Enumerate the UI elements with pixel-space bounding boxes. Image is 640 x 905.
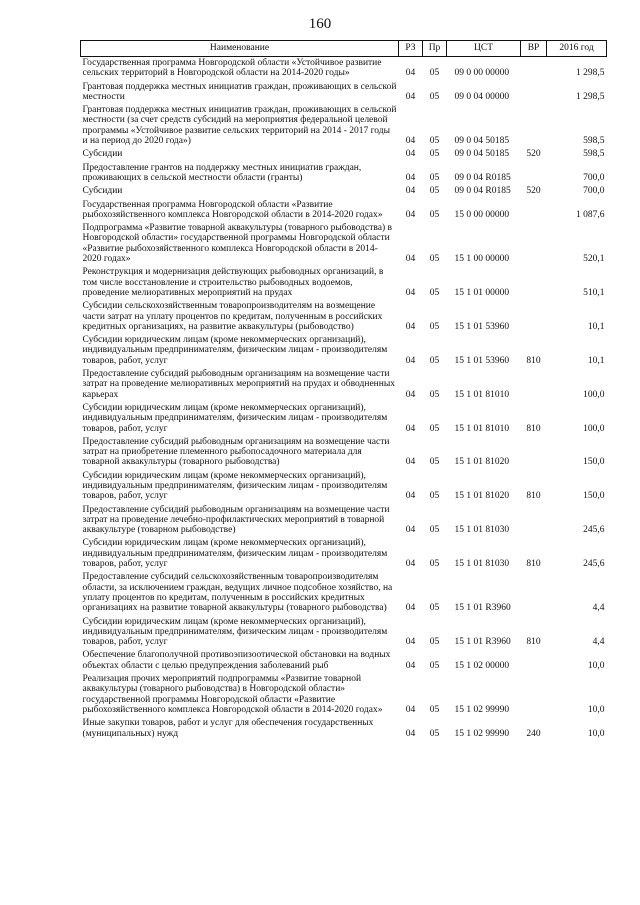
table-row	[81, 649, 607, 673]
row-name: Реализация прочих мероприятий подпрограммы «Развитие товарной аквакультуры (товарного рыбоводства) в Новгородской области» государственной программы Новгородской области «Развитие рыбохозяйственного комплекса Новгородской области в 2014-2020 годах»	[82, 674, 383, 715]
row-sum: 598,5	[583, 136, 605, 147]
row-sum: 510,1	[583, 287, 605, 298]
table-row	[81, 185, 607, 198]
row-cst: 15 1 01 81010	[454, 389, 510, 400]
row-vr	[521, 368, 547, 402]
row-sum: 245,6	[583, 525, 605, 536]
row-cst: 15 1 01 00000	[454, 287, 510, 298]
row-cst: 15 1 01 53960	[454, 321, 510, 332]
row-cst: 09 0 04 50185	[454, 136, 510, 147]
row-sum: 598,5	[583, 149, 605, 160]
row-pr: 05	[429, 209, 440, 220]
row-sum: 1 087,6	[576, 209, 605, 220]
row-rz: 04	[405, 603, 416, 614]
row-name: Предоставление субсидий рыбоводным организациям на возмещение части затрат на проведение мелиоративных мероприятий на прудах и обводненных карьерах	[82, 369, 395, 400]
row-name: Иные закупки товаров, работ и услуг для обеспечения государственных (муниципальных) нужд	[82, 718, 374, 739]
budget-table	[80, 40, 607, 741]
row-sum: 100,0	[583, 389, 605, 400]
row-name: Грантовая поддержка местных инициатив граждан, проживающих в сельской местности	[82, 81, 397, 102]
row-rz: 04	[405, 172, 416, 183]
row-rz: 04	[405, 423, 416, 434]
row-rz: 04	[405, 457, 416, 468]
row-cst: 15 1 02 00000	[454, 660, 510, 671]
row-sum: 4,4	[592, 603, 605, 614]
row-sum: 700,0	[583, 186, 605, 197]
row-rz: 04	[405, 355, 416, 366]
table-row	[81, 368, 607, 402]
table-body	[81, 57, 607, 741]
row-vr	[521, 81, 547, 105]
table-row	[81, 199, 607, 223]
table-row	[81, 57, 607, 81]
row-name: Предоставление субсидий рыбоводным организациям на возмещение части затрат на приобретение племенного рыбопосадочного материала для товарной аквакультуры (товарного рыбоводства)	[82, 436, 390, 468]
row-sum: 700,0	[583, 172, 605, 183]
row-vr	[521, 571, 547, 615]
table-row	[81, 402, 607, 436]
row-rz: 04	[405, 728, 416, 739]
table-row	[81, 673, 607, 717]
row-pr: 05	[429, 457, 440, 468]
row-pr: 05	[429, 637, 440, 648]
row-sum: 1 298,5	[576, 91, 605, 102]
table-row	[81, 300, 607, 334]
table-row	[81, 162, 607, 186]
row-vr	[521, 222, 547, 266]
row-sum: 245,6	[583, 559, 605, 570]
row-cst: 09 0 04 R0185	[454, 172, 511, 183]
row-pr: 05	[429, 172, 440, 183]
row-sum: 10,0	[587, 660, 605, 671]
row-name: Реконструкция и модернизация действующих рыбоводных организаций, в том числе восстановление и строительство рыбоводных водоемов, проведение мелиоративных мероприятий на прудах	[82, 267, 384, 298]
row-sum: 100,0	[583, 423, 605, 434]
row-vr	[521, 436, 547, 470]
row-rz: 04	[405, 149, 416, 160]
table-row	[81, 470, 607, 504]
header-cst: ЦСТ	[447, 41, 521, 57]
row-pr: 05	[429, 423, 440, 434]
row-sum: 10,1	[587, 321, 605, 332]
table-row	[81, 717, 607, 741]
row-name: Субсидии юридическим лицам (кроме некоммерческих организаций), индивидуальным предпринимателям, физическим лицам - производителям товаров, работ, услуг	[82, 616, 388, 648]
row-rz: 04	[405, 559, 416, 570]
row-sum: 150,0	[583, 457, 605, 468]
row-rz: 04	[405, 637, 416, 648]
row-cst: 15 1 01 81020	[454, 457, 510, 468]
row-name: Субсидии юридическим лицам (кроме некоммерческих организаций), индивидуальным предпринимателям, физическим лицам - производителям товаров, работ, услуг	[82, 335, 388, 366]
row-cst: 09 0 00 00000	[454, 68, 510, 79]
row-pr: 05	[429, 149, 440, 160]
row-pr: 05	[429, 728, 440, 739]
row-name: Государственная программа Новгородской области «Развитие рыбохозяйственного комплекса Новгородской области в 2014-2020 годах»	[82, 199, 383, 220]
row-pr: 05	[429, 491, 440, 502]
table-row	[81, 148, 607, 161]
row-sum: 520,1	[583, 254, 605, 265]
row-name: Предоставление субсидий рыбоводным организациям на возмещение части затрат на проведение лечебно-профилактических мероприятий в товарной аквакультуре (товарном рыбоводстве)	[82, 504, 390, 536]
row-sum: 10,1	[587, 355, 605, 366]
row-cst: 15 1 02 99990	[454, 704, 510, 715]
header-pr: Пр	[423, 41, 447, 57]
row-name: Субсидии юридическим лицам (кроме некоммерческих организаций), индивидуальным предпринимателям, физическим лицам - производителям товаров, работ, услуг	[82, 538, 388, 570]
table-row	[81, 222, 607, 266]
row-rz: 04	[405, 660, 416, 671]
table-row	[81, 334, 607, 368]
row-cst: 09 0 04 R0185	[454, 186, 511, 197]
row-vr: 520	[526, 186, 541, 197]
header-name: Наименование	[81, 41, 399, 57]
row-vr	[521, 199, 547, 223]
table-row	[81, 537, 607, 571]
table-row	[81, 616, 607, 650]
row-vr	[521, 57, 547, 81]
row-rz: 04	[405, 287, 416, 298]
row-name: Предоставление субсидий сельскохозяйственным товаропроизводителям области, за исключением граждан, ведущих личное подсобное хозяйство, на уплату процентов по кредитам, полученным в российских кредитных организациях на развитие товарной аквакультуры (товарного рыбоводства)	[82, 572, 393, 614]
page-number: 160	[308, 16, 332, 32]
row-vr: 810	[526, 637, 541, 648]
row-rz: 04	[405, 91, 416, 102]
row-pr: 05	[429, 559, 440, 570]
row-sum: 1 298,5	[576, 68, 605, 79]
row-rz: 04	[405, 389, 416, 400]
row-sum: 10,0	[587, 704, 605, 715]
table-row	[81, 571, 607, 615]
row-vr: 810	[526, 559, 541, 570]
row-cst: 09 0 04 00000	[454, 91, 510, 102]
row-name: Субсидии юридическим лицам (кроме некоммерческих организаций), индивидуальным предпринимателям, физическим лицам - производителям товаров, работ, услуг	[82, 402, 388, 434]
row-pr: 05	[429, 525, 440, 536]
row-cst: 15 1 01 R3960	[454, 637, 511, 648]
row-cst: 15 1 00 00000	[454, 254, 510, 265]
row-pr: 05	[429, 136, 440, 147]
row-rz: 04	[405, 186, 416, 197]
row-pr: 05	[429, 254, 440, 265]
row-sum: 4,4	[592, 637, 605, 648]
row-name: Субсидии	[82, 186, 123, 197]
row-vr	[521, 504, 547, 538]
table-row	[81, 436, 607, 470]
row-sum: 150,0	[583, 491, 605, 502]
table-row	[81, 81, 607, 105]
row-rz: 04	[405, 209, 416, 220]
row-cst: 15 1 01 81030	[454, 559, 510, 570]
row-pr: 05	[429, 321, 440, 332]
row-vr: 810	[526, 491, 541, 502]
row-vr	[521, 673, 547, 717]
table-row	[81, 104, 607, 148]
row-pr: 05	[429, 287, 440, 298]
row-vr	[521, 649, 547, 673]
row-cst: 15 1 01 81030	[454, 525, 510, 536]
row-pr: 05	[429, 603, 440, 614]
row-vr	[521, 104, 547, 148]
row-sum: 10,0	[587, 728, 605, 739]
header-vr: ВР	[521, 41, 547, 57]
row-rz: 04	[405, 254, 416, 265]
row-rz: 04	[405, 525, 416, 536]
row-vr	[521, 266, 547, 300]
row-name: Субсидии юридическим лицам (кроме некоммерческих организаций), индивидуальным предпринимателям, физическим лицам - производителям товаров, работ, услуг	[82, 470, 388, 502]
row-pr: 05	[429, 660, 440, 671]
row-name: Государственная программа Новгородской области «Устойчивое развитие сельских территорий в Новгородской области на 2014-2020 годы»	[82, 58, 382, 79]
row-cst: 15 0 00 00000	[454, 209, 510, 220]
row-vr: 810	[526, 423, 541, 434]
row-vr	[521, 300, 547, 334]
row-cst: 09 0 04 50185	[454, 149, 510, 160]
row-name: Грантовая поддержка местных инициатив граждан, проживающих в сельской местности (за счет средств субсидий на мероприятия федеральной целевой программы «Устойчивое развитие сельских территорий на 2014 - 2017 годы и на период до 2020 года»)	[82, 105, 397, 147]
table-row	[81, 504, 607, 538]
row-pr: 05	[429, 68, 440, 79]
table-row	[81, 266, 607, 300]
row-rz: 04	[405, 136, 416, 147]
table-header	[81, 41, 607, 57]
row-vr	[521, 162, 547, 186]
header-rz: РЗ	[399, 41, 423, 57]
row-cst: 15 1 02 99990	[454, 728, 510, 739]
row-pr: 05	[429, 355, 440, 366]
row-name: Субсидии сельскохозяйственным товаропроизводителям на возмещение части затрат на уплату процентов по кредитам, полученным в российских кредитных организациях, на развитие аквакультуры (рыбоводство)	[82, 301, 383, 332]
row-pr: 05	[429, 389, 440, 400]
row-name: Обеспечение благополучной противоэпизоотической обстановки на водных объектах области с целью предупреждения заболеваний рыб	[82, 650, 391, 671]
row-name: Подпрограмма «Развитие товарной аквакультуры (товарного рыбоводства) в Новгородской области» государственной программы Новгородской области «Развитие рыбохозяйственного комплекса Новгородской области в 2014-2020 годах»	[82, 223, 392, 265]
row-vr: 520	[526, 149, 541, 160]
row-pr: 05	[429, 91, 440, 102]
row-vr: 240	[526, 728, 541, 739]
row-cst: 15 1 01 81020	[454, 491, 510, 502]
row-rz: 04	[405, 68, 416, 79]
row-vr: 810	[526, 355, 541, 366]
header-year: 2016 год	[547, 41, 607, 57]
row-rz: 04	[405, 491, 416, 502]
row-name: Субсидии	[82, 149, 123, 160]
row-rz: 04	[405, 321, 416, 332]
row-rz: 04	[405, 704, 416, 715]
row-pr: 05	[429, 704, 440, 715]
row-cst: 15 1 01 81010	[454, 423, 510, 434]
row-cst: 15 1 01 53960	[454, 355, 510, 366]
row-cst: 15 1 01 R3960	[454, 603, 511, 614]
row-name: Предоставление грантов на поддержку местных инициатив граждан, проживающих в сельской местности области (гранты)	[82, 162, 362, 183]
row-pr: 05	[429, 186, 440, 197]
